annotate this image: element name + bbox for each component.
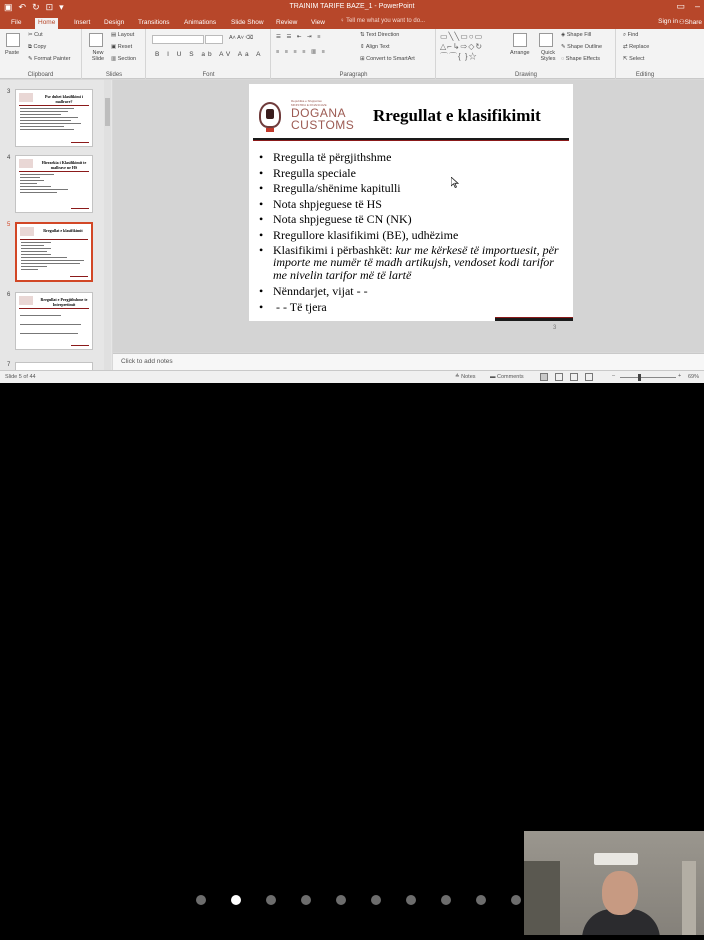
thumbnail-scrollbar[interactable] [104,80,111,370]
comments-toggle[interactable]: ▬ Comments [490,374,524,380]
bullet-item: • Rregulla/shënime kapitulli [259,181,569,197]
thumbnail-footer [71,345,89,346]
carousel-dot[interactable] [196,895,206,905]
shape-fill-button[interactable]: ◈ Shape Fill [561,32,592,38]
notes-icon: ≙ [455,374,462,380]
ribbon-display-icon[interactable]: ▭ [676,1,685,11]
align-text-icon: ⇕ [360,44,366,50]
thumbnail-logo [20,227,34,236]
align-text-button[interactable]: ⇕ Align Text [360,44,390,50]
thumbnail-logo [19,93,33,102]
slides-group-label: Slides [105,72,123,78]
scrollbar-handle[interactable] [105,98,110,126]
undo-icon[interactable]: ↶ [18,2,27,12]
thumbnail-number: 6 [7,292,11,298]
zoom-out-icon[interactable]: – [612,373,616,379]
ribbon-tabs [0,16,704,29]
reading-view-icon[interactable] [570,373,578,381]
notes-placeholder: Click to add notes [121,358,173,365]
webcam-door [682,861,696,935]
zoom-level[interactable]: 69% [688,374,700,380]
thumbnail-divider [19,171,89,172]
minimize-icon[interactable]: – [694,1,700,11]
carousel-dot[interactable] [406,895,416,905]
tab-home[interactable]: Home [35,18,58,29]
effects-icon: ◌ [561,56,566,62]
thumbnail-number: 3 [7,89,11,95]
bullet-item: • Nënndarjet, vijat - - [259,284,569,300]
save-icon[interactable]: ▣ [4,2,13,12]
new-slide-icon[interactable] [89,33,103,47]
tab-insert[interactable]: Insert [74,19,91,26]
tab-review[interactable]: Review [276,19,298,26]
thumbnail-text-lines [20,108,88,132]
brush-icon: ✎ [28,56,35,62]
list-icons[interactable]: ☰ ☰ ⇤ ⇥ ≡ [276,34,323,40]
thumbnail-divider [19,105,89,106]
slide-footer-line [495,317,573,321]
editing-group [617,29,673,79]
ribbon [0,29,704,79]
editing-group-label: Editing [635,72,655,78]
notes-pane[interactable] [113,353,704,370]
slide-thumbnail-3[interactable] [15,89,93,147]
view-buttons [540,373,593,381]
webcam-window [524,861,560,935]
tab-design[interactable]: Design [104,19,125,26]
sign-in-link[interactable]: Sign in [658,18,678,25]
carousel-dot[interactable] [371,895,381,905]
carousel-dot[interactable] [336,895,346,905]
quick-styles-icon[interactable] [539,33,553,47]
pen-icon: ✎ [561,44,568,50]
thumbnail-number: 7 [7,362,11,368]
thumbnail-footer [71,142,89,143]
thumbnail-footer [70,276,88,277]
paste-button[interactable]: Paste [5,50,20,56]
quick-styles-button[interactable]: Quick Styles [540,50,556,62]
thumbnail-logo [19,296,33,305]
select-button[interactable]: ⇱ Select [623,56,645,62]
tab-view[interactable]: View [311,19,325,26]
section-icon: ▥ [111,56,118,62]
convert-smartart-button[interactable]: ⊞ Convert to SmartArt [360,56,415,62]
eagle-emblem-icon [259,102,281,128]
slide-bullet-list[interactable] [259,150,569,315]
slide-thumbnail-7[interactable] [15,362,93,370]
reset-icon: ▣ [111,44,118,50]
share-button[interactable]: ⚇Share [678,19,702,26]
select-icon: ⇱ [623,56,630,62]
cut-button[interactable]: ✂ Cut [28,32,43,38]
layout-button[interactable]: ▤ Layout [111,32,135,38]
copy-button[interactable]: ⧉ Copy [28,44,47,50]
window-controls [676,1,700,12]
start-from-beginning-icon[interactable]: ⊡ [45,2,54,12]
thumbnail-text-lines [20,315,88,336]
paragraph-group [272,29,436,79]
thumbnail-footer [71,208,89,209]
bullet-item: • Nota shpjeguese të CN (NK) [259,212,569,228]
section-button[interactable]: ▥ Section [111,56,137,62]
tell-me-box[interactable]: ♀ Tell me what you want to do... [340,18,426,24]
tab-slide-show[interactable]: Slide Show [231,19,264,26]
slideshow-view-icon[interactable] [585,373,593,381]
mouse-cursor-icon [451,175,459,193]
share-icon: ⚇ [678,19,685,26]
bullet-item: • Rregulla të përgjithshme [259,150,569,166]
smartart-icon: ⊞ [360,56,367,62]
zoom-slider-knob[interactable] [638,374,641,381]
text-direction-icon: ⇅ [360,32,367,38]
carousel-dot[interactable] [301,895,311,905]
grow-shrink-font-icon[interactable]: A˄ A˅ ⌫ [229,35,254,41]
logo-org-line-1: Republika e Shqipërisë [291,99,322,103]
thumbnail-number: 5 [7,222,11,228]
replace-icon: ⇄ [623,44,630,50]
tab-animations[interactable]: Animations [184,19,217,26]
powerpoint-window [0,0,704,383]
shape-effects-button[interactable]: ◌ Shape Effects [561,56,600,62]
replace-button[interactable]: ⇄ Replace [623,44,650,50]
thumbnail-divider [20,239,88,240]
new-slide-button[interactable]: New Slide [91,50,105,62]
paste-icon[interactable] [6,33,20,47]
search-icon: ⌕ [623,32,628,38]
carousel-dot[interactable] [511,895,521,905]
thumbnail-title: Pse duhet klasifikimi i mallrave? [45,94,83,104]
tab-transitions[interactable]: Transitions [138,19,170,26]
font-name-box[interactable] [152,35,204,44]
slide-thumbnail-4[interactable] [15,155,93,213]
carousel-dot[interactable] [476,895,486,905]
zoom-slider[interactable] [620,377,676,378]
paint-bucket-icon: ◈ [561,32,567,38]
current-slide[interactable] [249,84,573,321]
customs-logo [255,94,355,132]
arrange-icon[interactable] [513,33,527,47]
thumbnail-title: Hierarkia i Klasifikimit te mallrave ne HS [41,160,87,170]
customize-qat-icon[interactable]: ▾ [59,2,64,12]
carousel-dot[interactable] [266,895,276,905]
bullet-item: • Klasifikimi i përbashkët: kur me kërkesë të importuesit, për importe me numër të madh artikujsh, vendoset kodi tarifor me nivelin tarifor më të lartë [259,244,569,282]
bullet-item: • Nota shpjeguese të HS [259,197,569,213]
bullet-item: • Rregulla speciale [259,166,569,182]
redo-icon[interactable]: ↻ [32,2,40,12]
align-icons[interactable]: ≡ ≡ ≡ ≡ ▥ ≡ [276,49,327,55]
drawing-group-label: Drawing [514,72,537,78]
font-group-label: Font [202,72,215,78]
flag-icon [266,128,274,132]
font-size-box[interactable] [205,35,223,44]
slide-counter: Slide 5 of 44 [5,374,36,380]
window-title: TRAINIM TARIFE BAZE_1 - PowerPoint [289,3,415,10]
find-button[interactable]: ⌕ Find [623,32,639,38]
slides-group [83,29,146,79]
arrange-button[interactable]: Arrange [510,50,530,56]
thumbnail-title: Rregullat e klasifikimit [43,228,83,233]
bullet-item: • Rregullore klasifikimi (BE), udhëzime [259,228,569,244]
tab-file[interactable]: File [11,19,22,26]
format-painter-button[interactable]: ✎ Format Painter [28,56,71,62]
thumbnail-text-lines [21,242,87,272]
thumbnail-divider [19,308,89,309]
slide-sorter-view-icon[interactable] [555,373,563,381]
logo-customs: CUSTOMS [291,118,355,132]
slide-thumbnail-panel [0,80,112,370]
slide-thumbnail-6[interactable] [15,292,93,350]
bullet-item: • - - Të tjera [259,300,569,316]
presenter-head [602,871,638,915]
clipboard-group-label: Clipboard [27,72,54,78]
comment-icon: ▬ [490,374,498,380]
carousel-dot[interactable] [441,895,451,905]
shape-outline-button[interactable]: ✎ Shape Outline [561,44,602,50]
text-direction-button[interactable]: ⇅ Text Direction [360,32,400,38]
logo-dogana: DOGANA [291,106,347,120]
thumbnail-number: 4 [7,155,11,161]
normal-view-icon[interactable] [540,373,548,381]
status-bar [0,370,704,383]
logo-org-line-2: MINISTRIA E FINANCAVE [291,103,327,107]
layout-icon: ▤ [111,32,118,38]
clipboard-group [0,29,82,79]
zoom-in-icon[interactable]: + [678,373,682,379]
copy-icon: ⧉ [28,44,34,50]
thumbnail-text-lines [20,174,88,195]
reset-button[interactable]: ▣ Reset [111,44,133,50]
thumbnail-logo [19,159,33,168]
lightbulb-icon: ♀ [340,18,347,24]
webcam-video [524,831,704,935]
paragraph-group-label: Paragraph [339,72,368,78]
webcam-air-conditioner [594,853,638,865]
slide-number: 3 [553,325,557,331]
title-bar [0,0,704,16]
scissors-icon: ✂ [28,32,35,38]
slide-divider [253,138,569,141]
font-group [147,29,271,79]
slide-thumbnail-5[interactable] [15,222,93,282]
notes-toggle[interactable]: ≙ Notes [455,374,476,380]
font-format-icons[interactable]: B I U S ab AV Aa A [155,51,264,58]
slide-title[interactable]: Rregullat e klasifikimit [373,106,541,125]
thumbnail-title: Rregullat e Pergjithshme te Interpretimit [40,297,88,307]
drawing-group [437,29,616,79]
carousel-dot[interactable] [231,895,241,905]
shapes-gallery-icon[interactable]: ▭╲╲▭○▭ △⌐↳⇨◇↻ ⌒⌒{ }☆ [440,32,484,61]
